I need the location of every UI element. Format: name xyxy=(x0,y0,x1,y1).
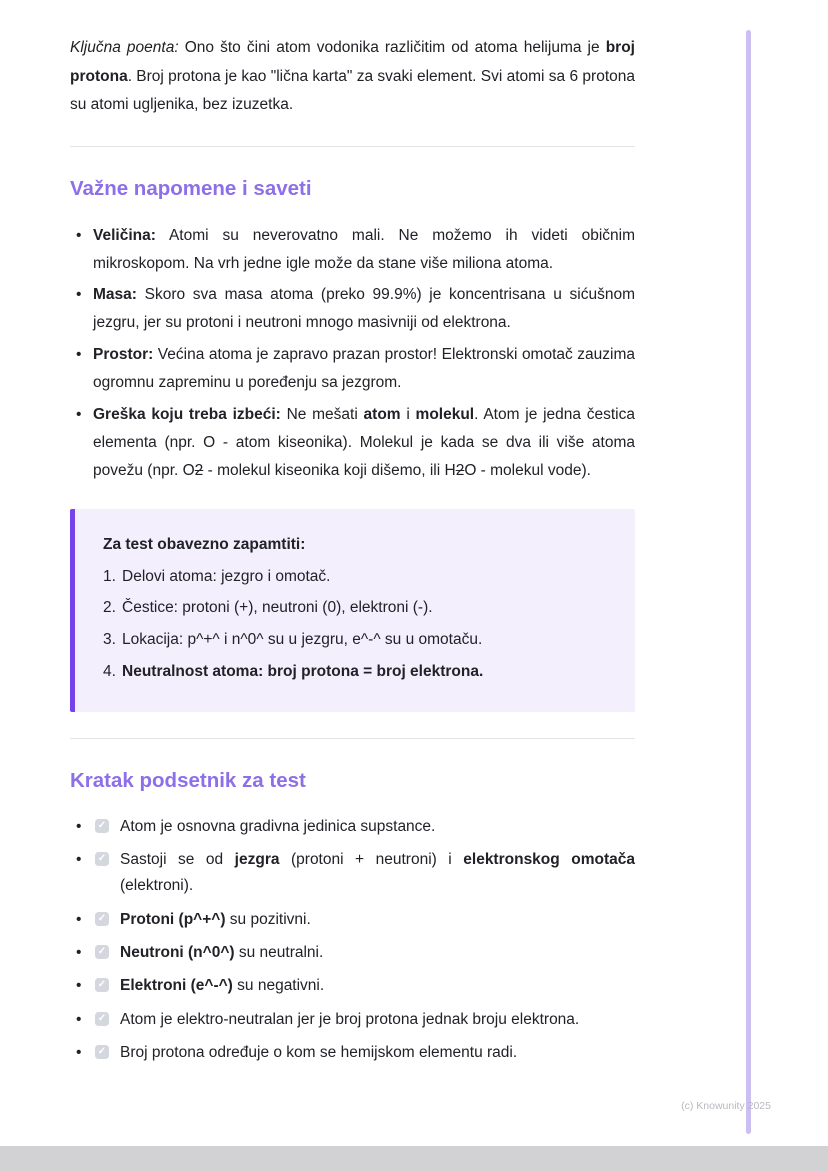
checklist-text: (elektroni). xyxy=(120,877,194,895)
checklist-item xyxy=(70,847,635,900)
checklist-item xyxy=(70,940,635,966)
bullet-lead: Greška koju treba izbeći: xyxy=(93,406,281,423)
checklist-text: Broj protona određuje o kom se hemijskom elementu radi. xyxy=(120,1044,518,1062)
bullet-lead: Prostor: xyxy=(93,346,154,364)
callout-title: Za test obavezno zapamtiti: xyxy=(103,535,306,553)
notes-list xyxy=(70,222,635,485)
callout-item-number: 2. xyxy=(103,599,116,617)
checklist-text: Sastoji se od xyxy=(120,851,235,869)
bullet-text: O - molekul vode). xyxy=(464,461,591,479)
copyright-credit: (c) Knowunity 2025 xyxy=(681,1100,771,1112)
callout-item-text: Lokacija: p^+^ i n^0^ su u jezgru, e^-^ su u omotaču. xyxy=(122,631,483,649)
callout-item-text: Neutralnost atoma: broj protona = broj elektrona. xyxy=(122,663,484,681)
callout-list xyxy=(103,563,607,687)
key-point-text-2: . Broj protona je kao "lična karta" za svaki element. Svi atomi sa 6 protona su atomi ugljenika, bez izuzetka. xyxy=(70,67,635,114)
checklist-bold: Elektroni (e^-^) xyxy=(120,977,233,995)
bullet-lead: Veličina: xyxy=(93,226,156,244)
checklist-bold: jezgra xyxy=(234,851,280,869)
list-item xyxy=(70,341,635,397)
checklist-text: su neutralni. xyxy=(234,944,324,962)
checklist-item xyxy=(70,973,635,999)
callout-item-number: 3. xyxy=(103,631,116,649)
checklist-item xyxy=(70,907,635,933)
checklist-item xyxy=(70,1040,635,1066)
list-item xyxy=(70,222,635,278)
callout-item-text: Čestice: protoni (+), neutroni (0), elektroni (-). xyxy=(122,599,433,617)
bullet-text: Većina atoma je zapravo prazan prostor! Elektronski omotač zauzima ogromnu zapreminu u poređenju sa jezgrom. xyxy=(93,346,635,392)
checklist-text: Atom je osnovna gradivna jedinica supstance. xyxy=(120,817,436,835)
bullet-text: Skoro sva masa atoma (preko 99.9%) je koncentrisana u sićušnom jezgru, jer su protoni i neutroni mnogo masivniji od elektrona. xyxy=(93,286,635,332)
list-item xyxy=(70,401,635,485)
checkbox-checked-icon[interactable] xyxy=(95,819,109,833)
bullet-lead: Masa: xyxy=(93,286,137,304)
bullet-text: Ne mešati xyxy=(280,406,364,423)
checkbox-checked-icon[interactable] xyxy=(95,852,109,866)
page-footer-bar xyxy=(0,1146,828,1171)
callout-item-number: 1. xyxy=(103,567,116,585)
strikethrough-text: 2 xyxy=(194,461,204,479)
section-title-reminder: Kratak podsetnik za test xyxy=(70,769,306,793)
checkbox-checked-icon[interactable] xyxy=(95,945,109,959)
list-item xyxy=(70,281,635,337)
checklist-text: Atom je elektro-neutralan jer je broj protona jednak broju elektrona. xyxy=(120,1010,580,1028)
test-callout-box xyxy=(70,509,635,712)
callout-item xyxy=(103,563,607,591)
checkbox-checked-icon[interactable] xyxy=(95,978,109,992)
bullet-text: i xyxy=(400,406,416,423)
key-point-lead: Ključna poenta: xyxy=(70,39,179,56)
key-point-text-1: Ono što čini atom vodonika različitim od atoma helijuma je xyxy=(178,39,606,56)
section-divider xyxy=(70,738,635,739)
callout-item xyxy=(103,626,607,654)
callout-item xyxy=(103,658,607,686)
check-glyph: ✓ xyxy=(97,1012,107,1024)
checkbox-checked-icon[interactable] xyxy=(95,1045,109,1059)
bullet-text: - molekul kiseonika koji dišemo, ili H xyxy=(203,461,456,479)
bullet-text: . Atom je jedna čestica elementa (npr. O - atom kiseonika). Molekul je kada se dva ili više atoma povežu (npr. O xyxy=(93,406,635,479)
checklist-bold: elektronskog omotača xyxy=(463,851,635,869)
checklist-item xyxy=(70,814,635,840)
section-divider xyxy=(70,146,635,147)
bullet-bold: atom xyxy=(363,406,401,423)
callout-item-text: Delovi atoma: jezgro i omotač. xyxy=(122,567,331,585)
checkbox-checked-icon[interactable] xyxy=(95,1012,109,1026)
checkbox-checked-icon[interactable] xyxy=(95,912,109,926)
checklist-bold: Protoni (p^+^) xyxy=(120,910,226,928)
bullet-bold: molekul xyxy=(415,406,475,423)
check-glyph: ✓ xyxy=(97,853,107,865)
check-glyph: ✓ xyxy=(97,979,107,991)
key-point-paragraph xyxy=(70,34,635,120)
reminder-checklist xyxy=(70,814,635,1067)
check-glyph: ✓ xyxy=(97,1046,107,1058)
callout-item xyxy=(103,594,607,622)
checklist-text: su negativni. xyxy=(232,977,325,995)
checklist-text: su pozitivni. xyxy=(225,910,311,928)
checklist-text: (protoni + neutroni) i xyxy=(279,851,464,869)
scrollbar[interactable] xyxy=(746,30,751,1134)
section-title-notes: Važne napomene i saveti xyxy=(70,177,312,201)
checklist-item xyxy=(70,1007,635,1033)
document-content xyxy=(70,34,635,1074)
check-glyph: ✓ xyxy=(97,912,107,924)
checklist-bold: Neutroni (n^0^) xyxy=(120,944,235,962)
check-glyph: ✓ xyxy=(97,819,107,831)
key-point-bold: broj protona xyxy=(70,39,635,85)
strikethrough-text: 2 xyxy=(455,461,465,479)
callout-item-number: 4. xyxy=(103,663,116,681)
bullet-text: Atomi su neverovatno mali. Ne možemo ih videti običnim mikroskopom. Na vrh jedne igle može da stane više miliona atoma. xyxy=(93,226,635,272)
check-glyph: ✓ xyxy=(97,946,107,958)
